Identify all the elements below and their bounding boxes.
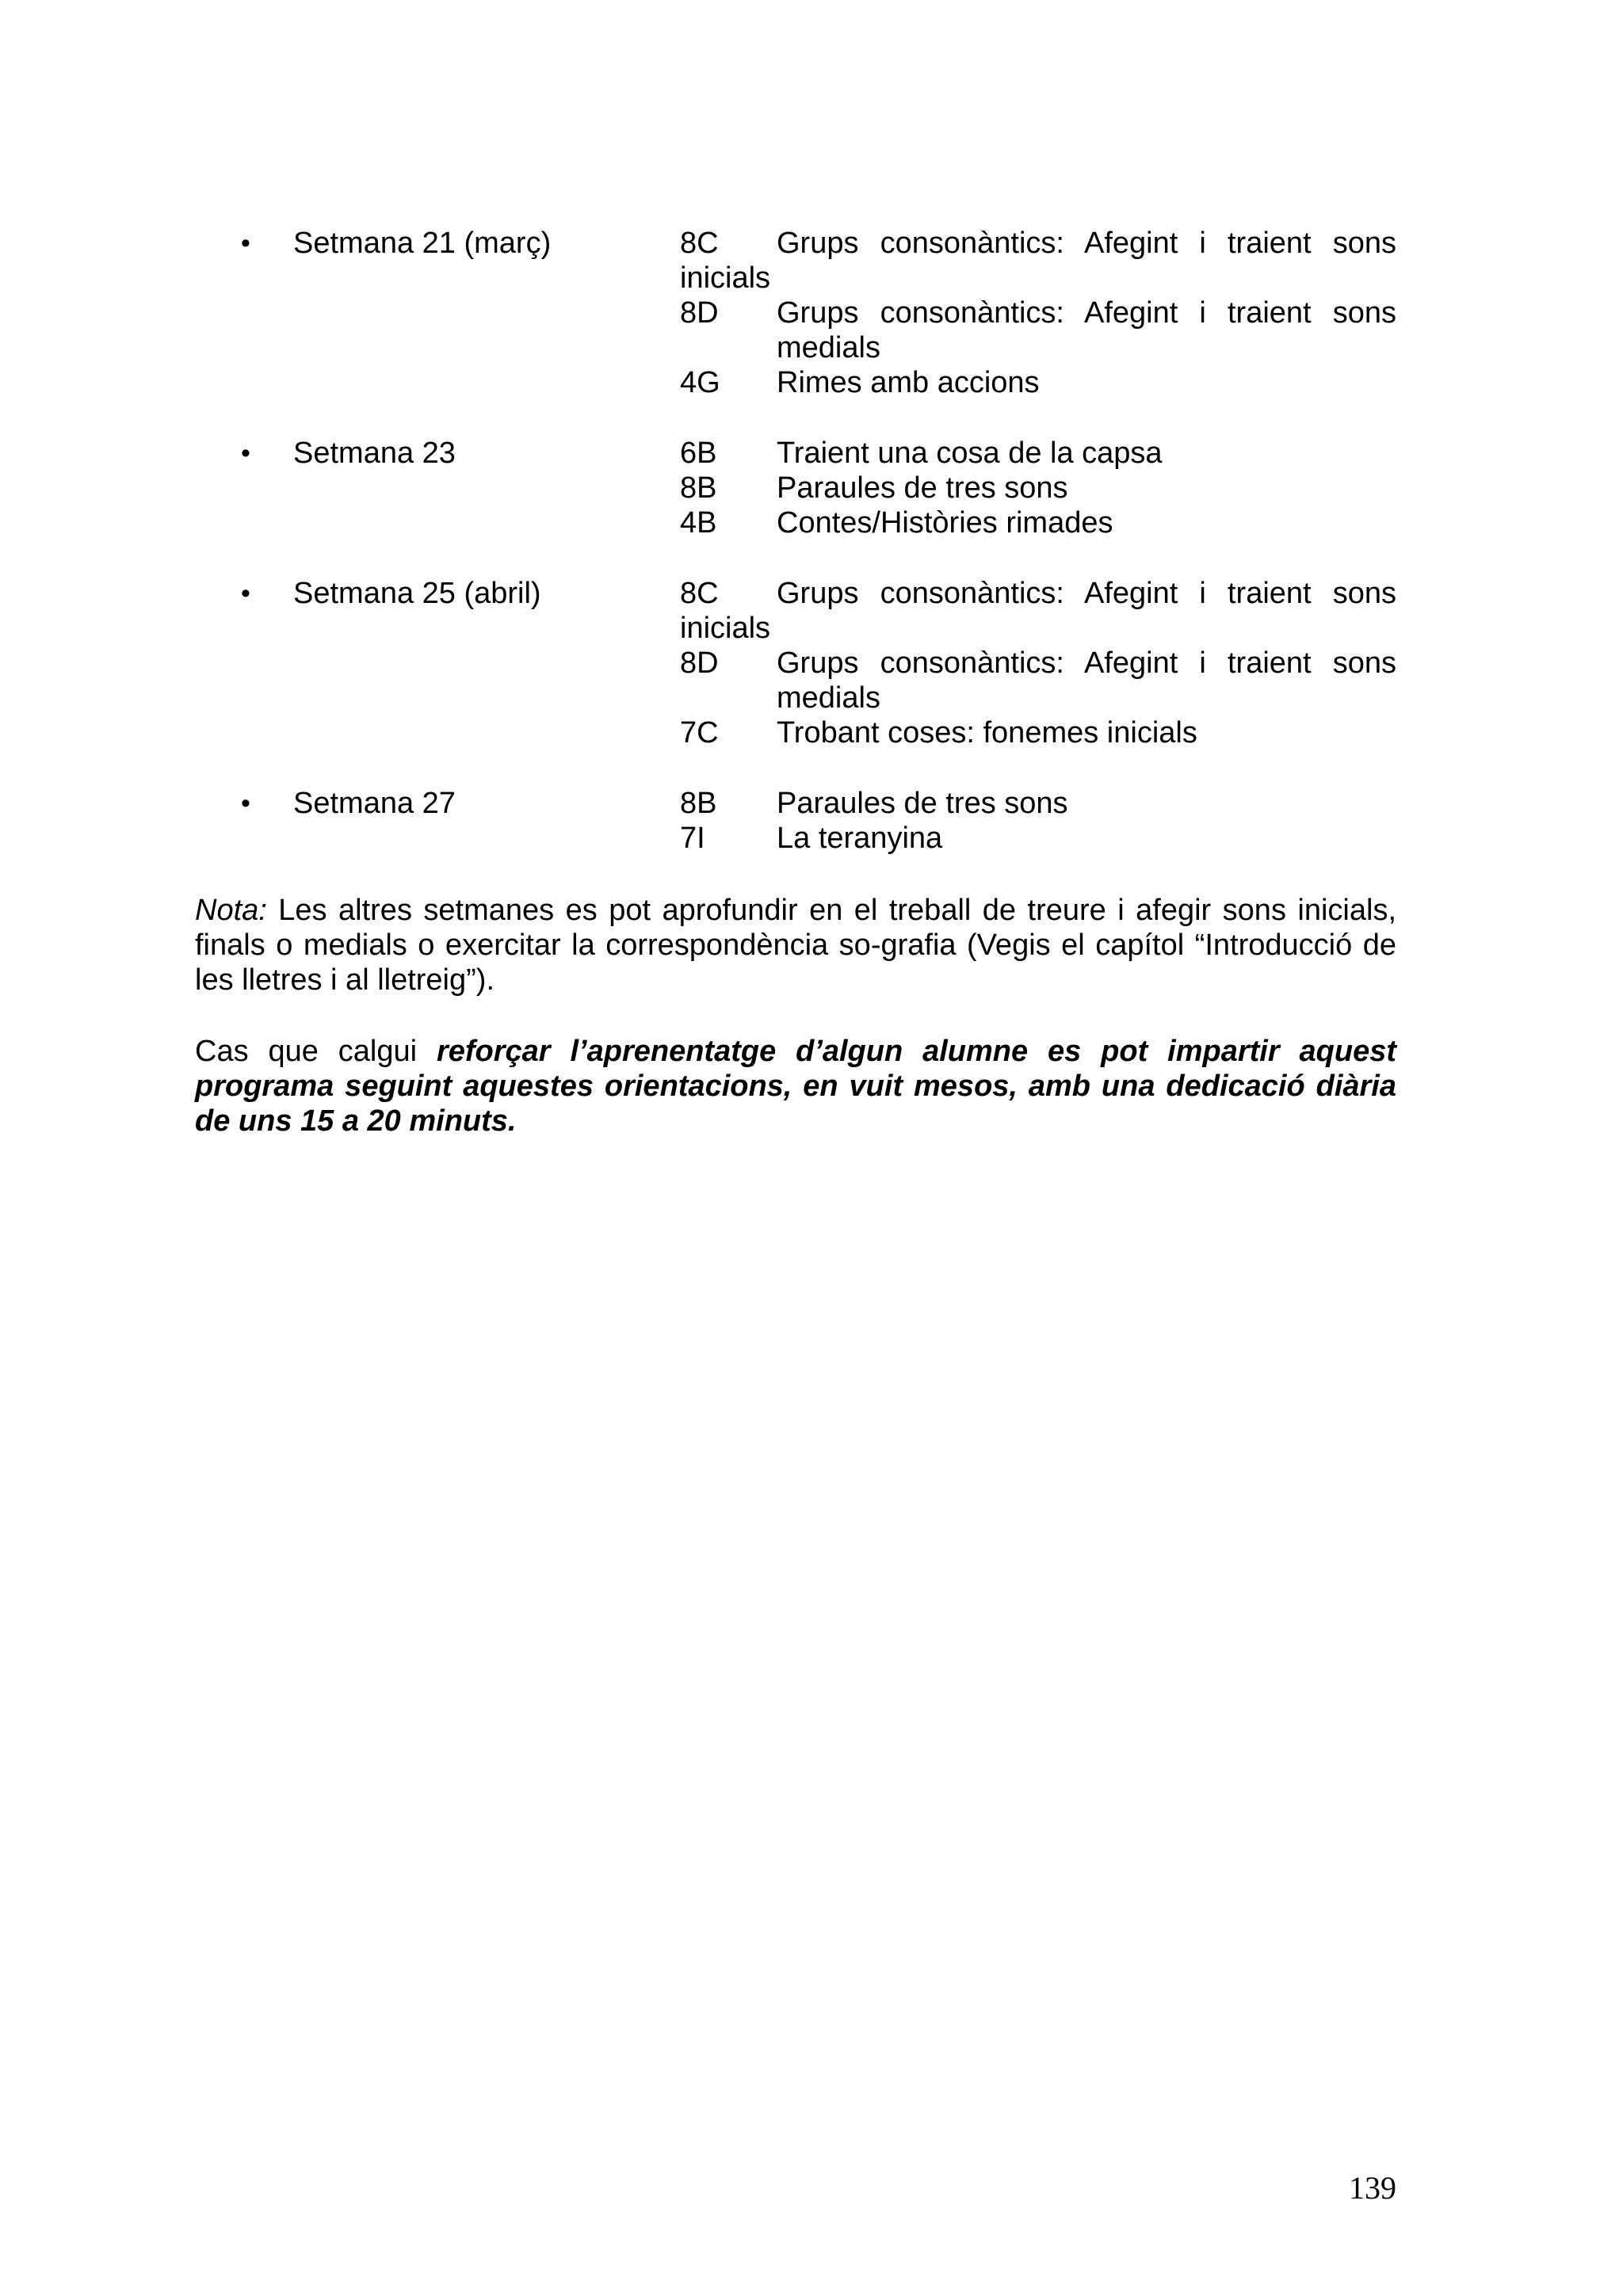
week-label: Setmana 23 [293,437,456,470]
week-label: Setmana 21 (març) [293,227,552,260]
week-label: Setmana 25 (abril) [293,577,541,610]
activity-description-line: Grups consonàntics: Afegint i traient sons [777,646,1396,680]
activity-row [680,226,1396,296]
activity-description-continuation: inicials [680,612,771,645]
activity-description [777,646,1396,715]
activity-row [680,821,1396,856]
activity-row [680,365,1396,400]
activity-description-line: Grups consonàntics: Afegint i traient sons [777,227,1396,260]
activity-list [680,786,1396,856]
reinforce-intro: Cas que calgui [195,1035,437,1068]
activity-code: 4B [680,506,717,540]
activity-description-line: Paraules de tres sons [777,787,1068,820]
activity-row [680,576,1396,646]
activity-row [680,786,1396,821]
activity-description-line: Rimes amb accions [777,366,1040,399]
note-text: Les altres setmanes es pot aprofundir en el treball de treure i afegir sons inicials, finals o medials o exercitar la correspondència so-grafia (Vegis el capítol “Introducció de les lletres i al lletreig”). [195,894,1396,997]
reinforce-paragraph [195,1034,1396,1138]
activity-description-line: Traient una cosa de la capsa [777,437,1163,470]
schedule-week [0,786,1623,856]
activity-code: 8B [680,471,717,505]
activity-row [680,296,1396,365]
activity-row [680,646,1396,715]
schedule-week [0,436,1623,540]
activity-description-continuation: inicials [680,261,771,295]
activity-description-line: La teranyina [777,822,943,855]
activity-row [680,471,1396,505]
activity-row [680,436,1396,471]
activity-code: 7I [680,822,705,855]
activity-description-continuation: medials [777,331,880,364]
activity-code: 8C [680,577,719,610]
activity-description [777,296,1396,365]
activity-description [777,436,1396,471]
activity-description-line: Grups consonàntics: Afegint i traient sons [777,577,1396,610]
bullet-icon: • [241,228,250,258]
activity-description-line: Trobant coses: fonemes inicials [777,716,1197,749]
schedule-list [0,226,1623,891]
activity-description-line: Paraules de tres sons [777,471,1068,505]
activity-description [777,715,1396,750]
activity-description-line: Contes/Històries rimades [777,506,1113,540]
activity-row [680,505,1396,540]
activity-description [777,365,1396,400]
activity-code: 8D [680,296,719,330]
activity-description [777,821,1396,856]
note-paragraph [195,893,1396,997]
activity-code: 6B [680,437,717,470]
schedule-week [0,226,1623,400]
page-number: 139 [1349,2170,1396,2206]
bullet-icon: • [241,578,250,608]
week-label: Setmana 27 [293,787,456,820]
activity-code: 4G [680,366,720,399]
activity-list [680,576,1396,750]
activity-code: 8B [680,787,717,820]
activity-description [777,505,1396,540]
activity-code: 8C [680,227,719,260]
activity-description-continuation: medials [777,681,880,715]
bullet-icon: • [241,788,250,818]
activity-code: 7C [680,716,719,749]
activity-code: 8D [680,646,719,680]
activity-list [680,226,1396,400]
activity-description-line: Grups consonàntics: Afegint i traient sons [777,296,1396,330]
activity-row [680,715,1396,750]
reinforce-emphasis: reforçar l’aprenentatge d’algun alumne es pot impartir aquest programa seguint aquestes orientacions, en vuit mesos, amb una dedicació diària de uns 15 a 20 minuts. [195,1035,1397,1138]
activity-list [680,436,1396,540]
activity-description [777,471,1396,505]
schedule-week [0,576,1623,750]
bullet-icon: • [241,438,250,468]
note-label: Nota: [195,894,267,927]
activity-description [777,786,1396,821]
